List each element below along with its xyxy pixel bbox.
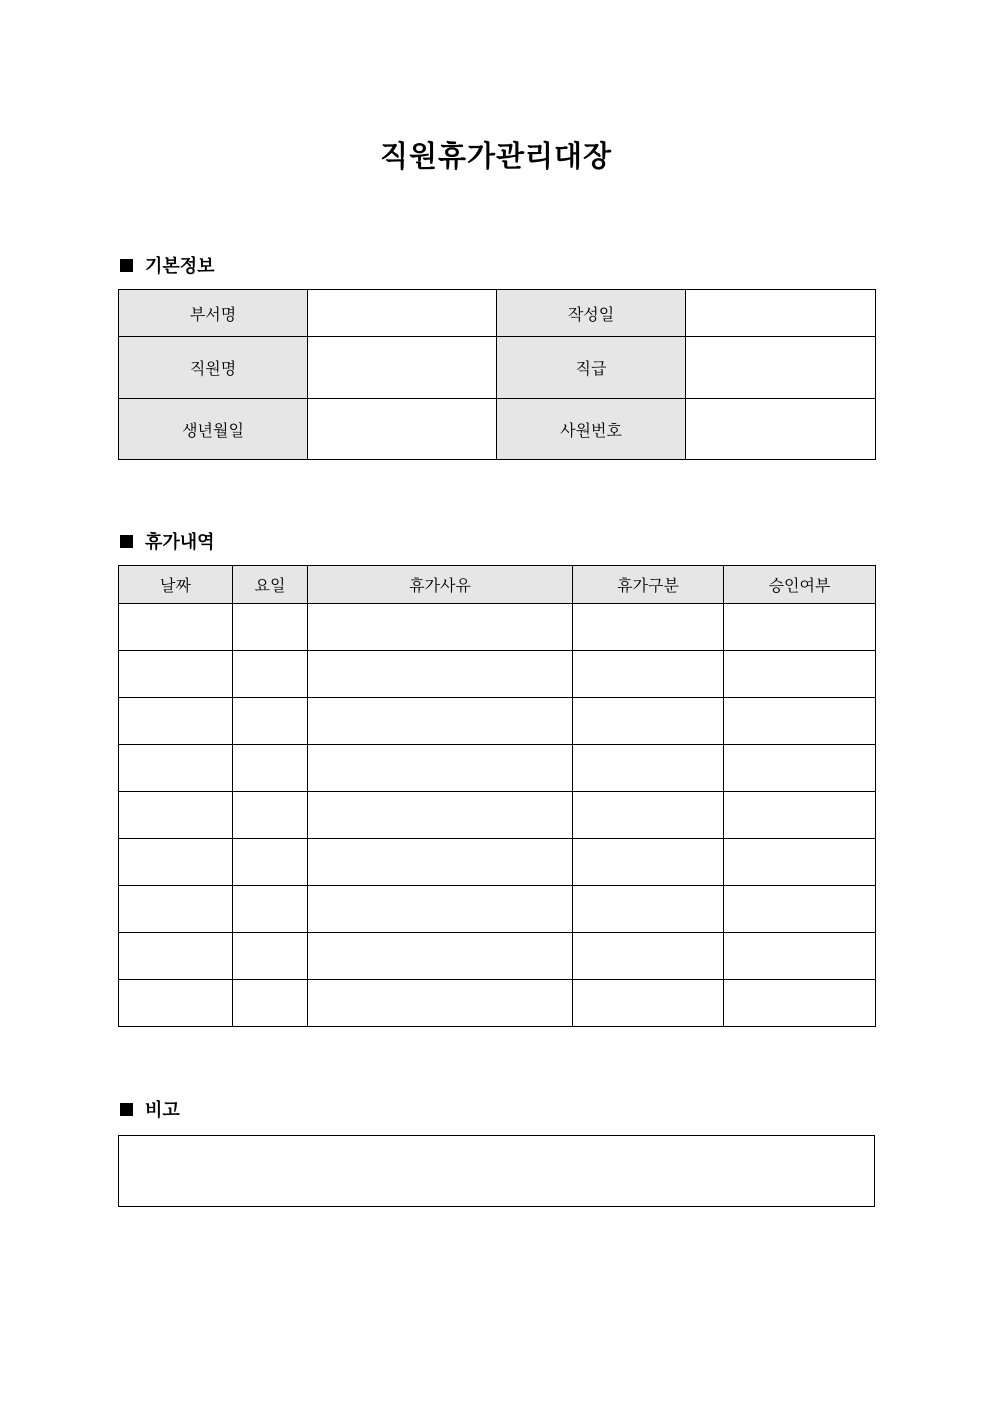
type-cell[interactable] (573, 745, 724, 792)
approval-cell[interactable] (724, 933, 876, 980)
weekday-cell[interactable] (233, 698, 308, 745)
date-cell[interactable] (119, 792, 233, 839)
weekday-cell[interactable] (233, 745, 308, 792)
table-header-row (119, 566, 876, 604)
position-label: 직급 (497, 337, 686, 399)
date-cell[interactable] (119, 651, 233, 698)
remarks-field[interactable] (118, 1135, 875, 1207)
table-row (119, 980, 876, 1027)
date-cell[interactable] (119, 886, 233, 933)
date-cell[interactable] (119, 745, 233, 792)
section-heading-label: 기본정보 (145, 256, 215, 277)
written-date-field[interactable] (686, 290, 876, 337)
birth-date-label: 생년월일 (119, 399, 308, 460)
type-cell[interactable] (573, 839, 724, 886)
department-label: 부서명 (119, 290, 308, 337)
approval-cell[interactable] (724, 839, 876, 886)
written-date-label: 작성일 (497, 290, 686, 337)
table-row (119, 337, 876, 399)
table-row (119, 839, 876, 886)
section-heading-leave-history (120, 529, 215, 553)
square-bullet-icon (120, 259, 133, 272)
table-row (119, 651, 876, 698)
birth-date-field[interactable] (308, 399, 497, 460)
employee-name-field[interactable] (308, 337, 497, 399)
table-row (119, 604, 876, 651)
weekday-cell[interactable] (233, 886, 308, 933)
type-cell[interactable] (573, 698, 724, 745)
table-row (119, 886, 876, 933)
table-row (119, 745, 876, 792)
section-heading-basic-info (120, 253, 215, 277)
weekday-cell[interactable] (233, 792, 308, 839)
section-heading-label: 비고 (145, 1100, 180, 1121)
approval-cell[interactable] (724, 651, 876, 698)
approval-cell[interactable] (724, 604, 876, 651)
reason-cell[interactable] (308, 745, 573, 792)
weekday-cell[interactable] (233, 933, 308, 980)
reason-cell[interactable] (308, 604, 573, 651)
page-title: 직원휴가관리대장 (379, 139, 613, 173)
type-cell[interactable] (573, 933, 724, 980)
date-cell[interactable] (119, 604, 233, 651)
employee-name-label: 직원명 (119, 337, 308, 399)
type-cell[interactable] (573, 886, 724, 933)
column-header-type: 휴가구분 (573, 566, 724, 604)
square-bullet-icon (120, 1103, 133, 1116)
reason-cell[interactable] (308, 886, 573, 933)
reason-cell[interactable] (308, 980, 573, 1027)
column-header-reason: 휴가사유 (308, 566, 573, 604)
type-cell[interactable] (573, 792, 724, 839)
table-row (119, 933, 876, 980)
reason-cell[interactable] (308, 839, 573, 886)
type-cell[interactable] (573, 651, 724, 698)
table-row (119, 399, 876, 460)
square-bullet-icon (120, 535, 133, 548)
approval-cell[interactable] (724, 745, 876, 792)
date-cell[interactable] (119, 980, 233, 1027)
basic-info-table (118, 289, 876, 460)
table-row (119, 698, 876, 745)
department-field[interactable] (308, 290, 497, 337)
date-cell[interactable] (119, 933, 233, 980)
approval-cell[interactable] (724, 792, 876, 839)
leave-history-table (118, 565, 876, 1027)
date-cell[interactable] (119, 698, 233, 745)
reason-cell[interactable] (308, 933, 573, 980)
approval-cell[interactable] (724, 980, 876, 1027)
type-cell[interactable] (573, 980, 724, 1027)
weekday-cell[interactable] (233, 839, 308, 886)
weekday-cell[interactable] (233, 651, 308, 698)
date-cell[interactable] (119, 839, 233, 886)
reason-cell[interactable] (308, 651, 573, 698)
section-heading-remarks (120, 1097, 180, 1121)
position-field[interactable] (686, 337, 876, 399)
employee-number-field[interactable] (686, 399, 876, 460)
approval-cell[interactable] (724, 698, 876, 745)
column-header-weekday: 요일 (233, 566, 308, 604)
type-cell[interactable] (573, 604, 724, 651)
approval-cell[interactable] (724, 886, 876, 933)
table-row (119, 792, 876, 839)
table-row (119, 290, 876, 337)
column-header-approval: 승인여부 (724, 566, 876, 604)
employee-number-label: 사원번호 (497, 399, 686, 460)
weekday-cell[interactable] (233, 980, 308, 1027)
reason-cell[interactable] (308, 792, 573, 839)
reason-cell[interactable] (308, 698, 573, 745)
column-header-date: 날짜 (119, 566, 233, 604)
weekday-cell[interactable] (233, 604, 308, 651)
section-heading-label: 휴가내역 (145, 532, 215, 553)
